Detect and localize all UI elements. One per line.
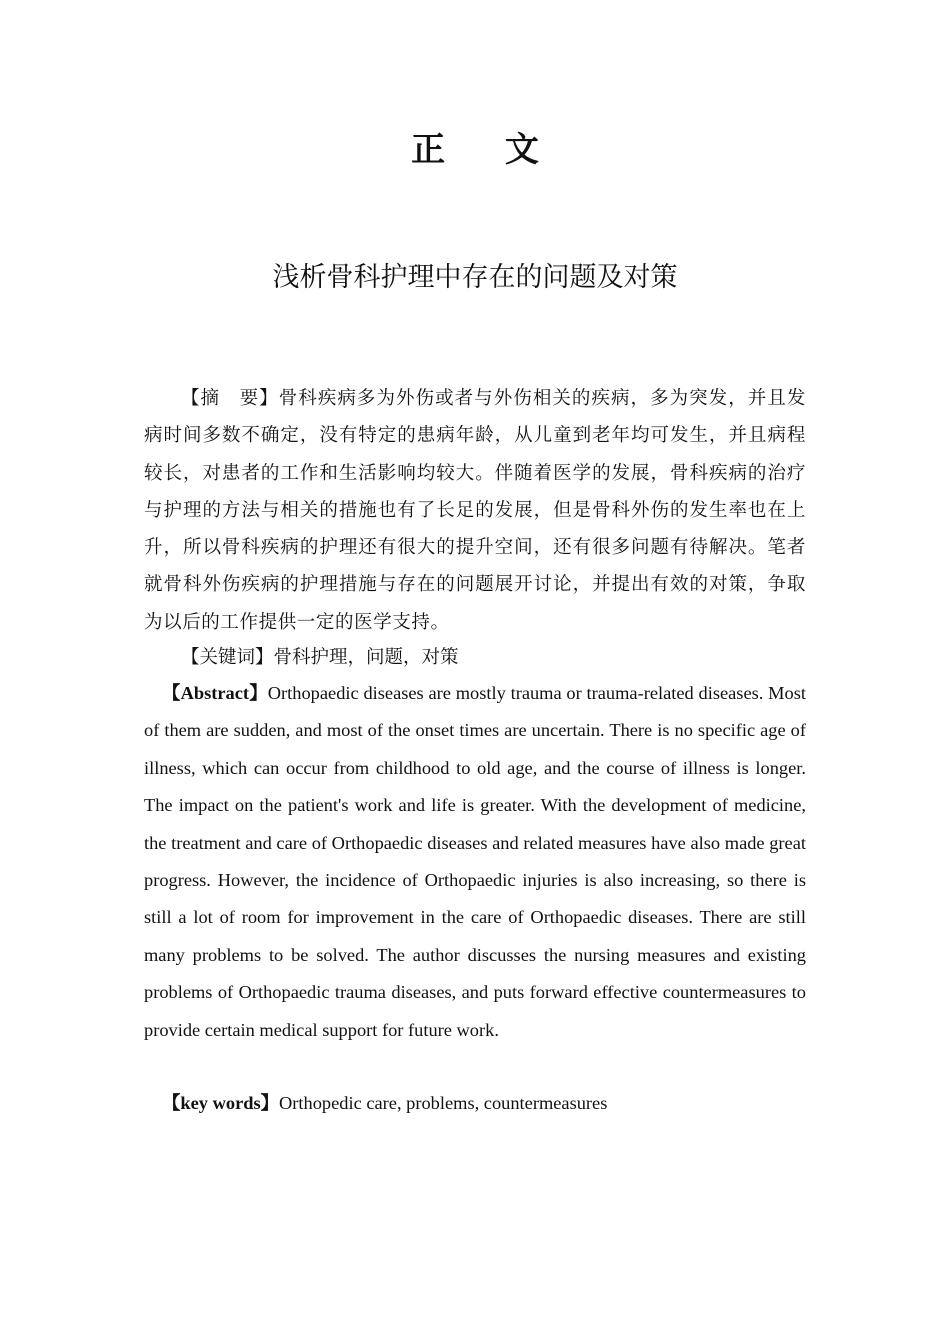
english-keywords-label: key words <box>180 1093 261 1113</box>
chinese-keywords-label: 【关键词】 <box>181 647 274 668</box>
english-abstract-label: Abstract <box>180 683 250 703</box>
paper-title: 浅析骨科护理中存在的问题及对策 <box>272 262 678 293</box>
english-abstract-close-bracket: 】 <box>249 683 268 704</box>
chinese-keywords-text: 骨科护理，问题，对策 <box>273 647 459 668</box>
english-keywords <box>144 1086 806 1121</box>
chinese-keywords <box>144 641 806 675</box>
english-abstract-open-bracket: 【 <box>162 683 181 704</box>
english-abstract-text: Orthopaedic diseases are mostly trauma or trauma-related diseases. Most of them are sudden, and most of the onset times are uncertain. There is no specific age of illness, which can occur from childhood to old age, and the course of illness is longer. The impact on the patient's work and life is greater. With the development of medicine, the treatment and care of Orthopaedic diseases and related measures have also made great progress. However, the incidence of Orthopaedic injuries is also increasing, so there is still a lot of room for improvement in the care of Orthopaedic diseases. There are still many problems to be solved. The author discusses the nursing measures and existing problems of Orthopaedic trauma diseases, and puts forward effective countermeasures to provide certain medical support for future work. <box>144 683 806 1040</box>
chinese-abstract-text: 骨科疾病多为外伤或者与外伤相关的疾病，多为突发，并且发病时间多数不确定，没有特定的患病年龄，从儿童到老年均可发生，并且病程较长，对患者的工作和生活影响均较大。伴随着医学的发展，骨科疾病的治疗与护理的方法与相关的措施也有了长足的发展，但是骨科外伤的发生率也在上升，所以骨科疾病的护理还有很大的提升空间，还有很多问题有待解决。笔者就骨科外伤疾病的护理措施与存在的问题展开讨论，并提出有效的对策，争取为以后的工作提供一定的医学支持。 <box>144 388 806 633</box>
english-keywords-close-bracket: 】 <box>260 1093 280 1114</box>
section-heading: 正 文 <box>411 130 563 170</box>
english-keywords-open-bracket: 【 <box>162 1093 181 1114</box>
english-keywords-text: Orthopedic care, problems, countermeasures <box>279 1093 608 1113</box>
english-abstract <box>144 675 806 1049</box>
chinese-abstract-label: 【摘 要】 <box>181 388 279 409</box>
chinese-abstract <box>144 380 806 641</box>
